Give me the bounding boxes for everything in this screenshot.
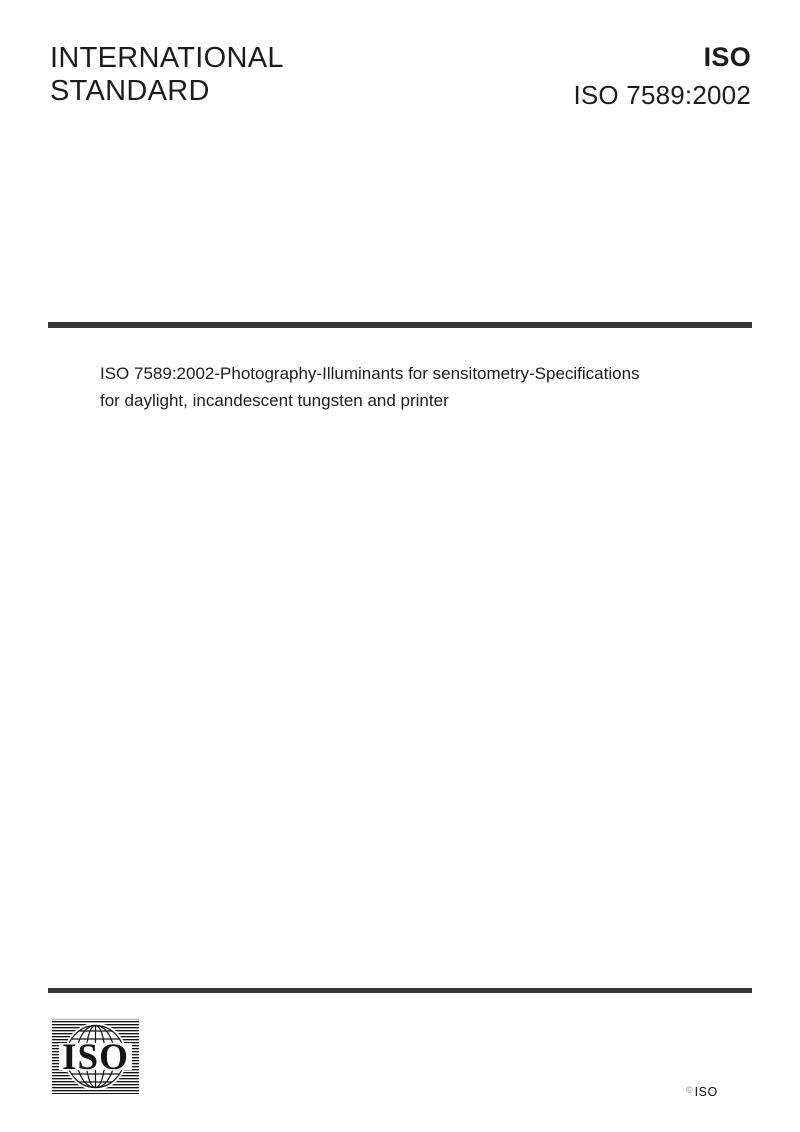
iso-logo-icon — [52, 1018, 139, 1095]
document-title-line1: ISO 7589:2002-Photography-Illuminants for sensitometry-Specifications — [100, 364, 640, 383]
copyright-notice — [686, 1083, 718, 1099]
bottom-divider-rule — [48, 988, 752, 993]
document-type-heading — [50, 42, 284, 108]
document-title — [100, 360, 700, 414]
logo-text: ISO — [62, 1037, 129, 1078]
copyright-icon: © — [686, 1085, 693, 1095]
document-title-line2: for daylight, incandescent tungsten and printer — [100, 391, 449, 410]
top-divider-rule — [48, 322, 752, 328]
copyright-org: ISO — [694, 1085, 718, 1099]
standard-designation: ISO 7589:2002 — [573, 80, 751, 110]
header-right-block — [573, 44, 751, 108]
document-type-line1: INTERNATIONAL — [50, 42, 284, 74]
organization-name: ISO — [703, 42, 751, 72]
document-type-line2: STANDARD — [50, 75, 210, 107]
